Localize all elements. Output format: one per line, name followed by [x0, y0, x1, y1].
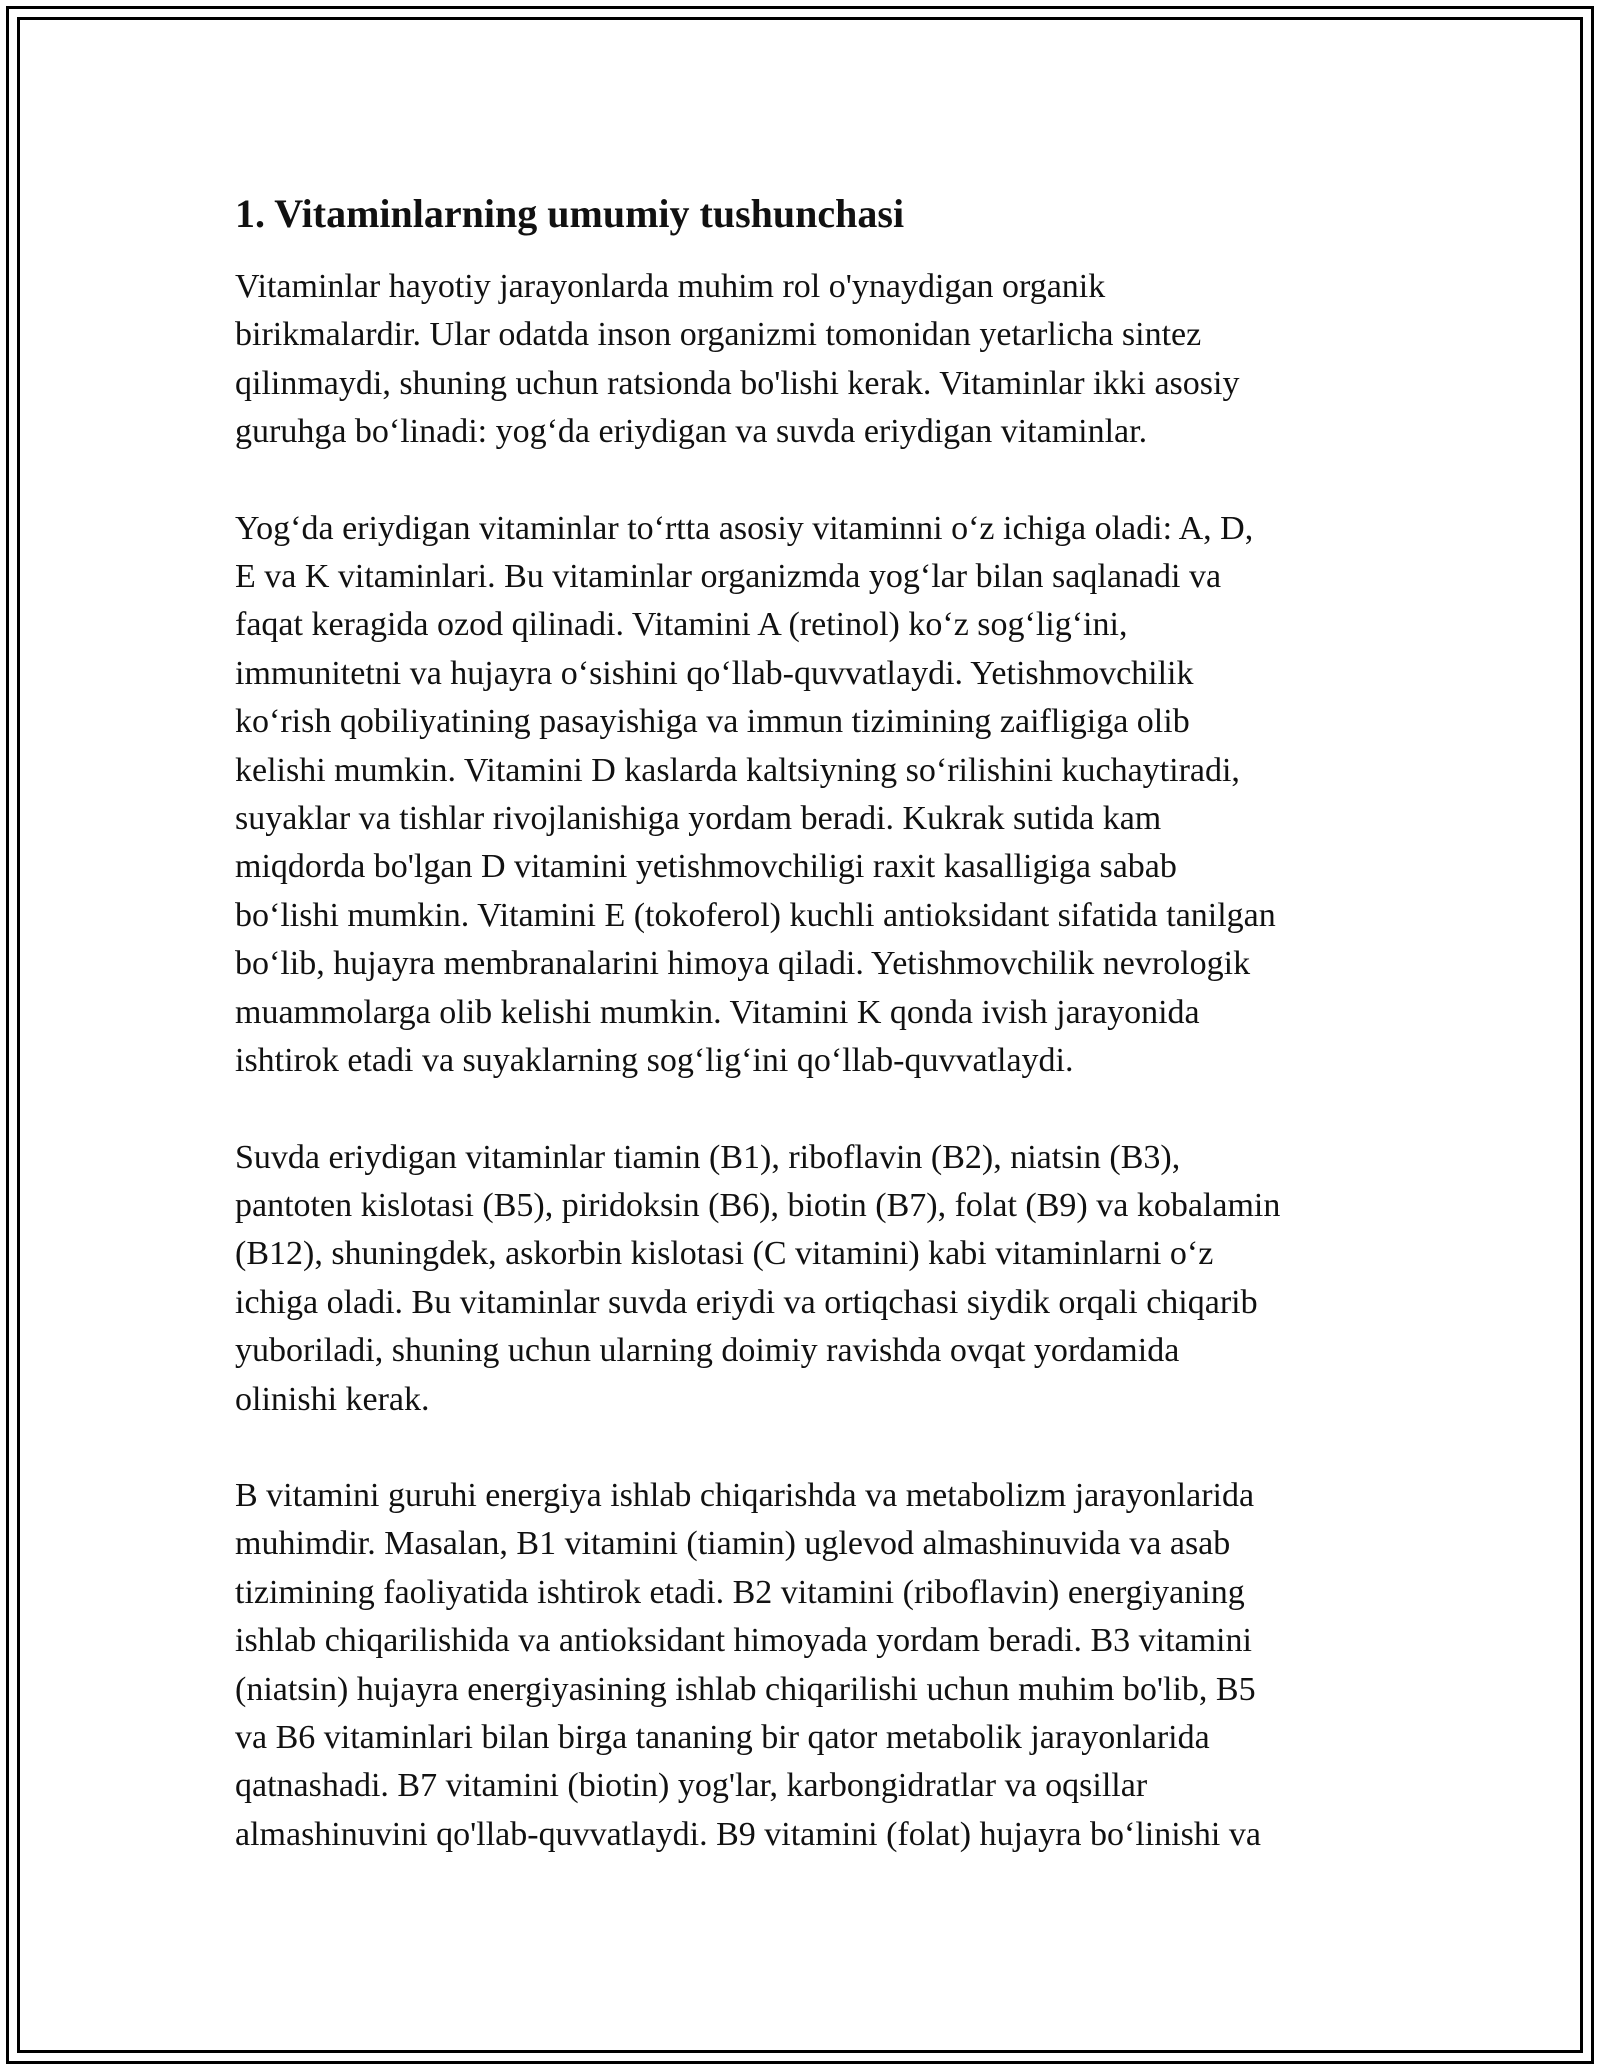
text-line: Yog‘da eriydigan vitaminlar to‘rtta asosiy vitaminni o‘z ichiga oladi: A, D, — [235, 509, 1254, 547]
text-line: pantoten kislotasi (B5), piridoksin (B6), biotin (B7), folat (B9) va kobalamin — [235, 1186, 1281, 1224]
text-line: kelishi mumkin. Vitamini D kaslarda kaltsiyning so‘rilishini kuchaytiradi, — [235, 751, 1240, 789]
text-line: faqat keragida ozod qilinadi. Vitamini A (retinol) ko‘z sog‘lig‘ini, — [235, 606, 1128, 644]
text-line: E va K vitaminlari. Bu vitaminlar organizmda yog‘lar bilan saqlanadi va — [235, 558, 1222, 596]
text-line: bo‘lib, hujayra membranalarini himoya qiladi. Yetishmovchilik nevrologik — [235, 945, 1251, 983]
section-heading: 1. Vitaminlarning umumiy tushunchasi — [235, 191, 905, 236]
text-line: B vitamini guruhi energiya ishlab chiqarishda va metabolizm jarayonlarida — [235, 1476, 1255, 1514]
text-line: Vitaminlar hayotiy jarayonlarda muhim rol o'ynaydigan organik — [235, 268, 1106, 305]
text-line: suyaklar va tishlar rivojlanishiga yordam beradi. Kukrak sutida kam — [235, 800, 1162, 838]
text-line: ishtirok etadi va suyaklarning sog‘lig‘ini qo‘llab-quvvatlaydi. — [235, 1042, 1074, 1080]
text-line: immunitetni va hujayra o‘sishini qo‘llab-quvvatlaydi. Yetishmovchilik — [235, 654, 1194, 692]
text-line: qatnashadi. B7 vitamini (biotin) yog'lar, karbongidratlar va oqsillar — [235, 1767, 1148, 1805]
text-line: miqdorda bo'lgan D vitamini yetishmovchiligi raxit kasalligiga sabab — [235, 848, 1177, 886]
paragraph-fat-soluble — [235, 505, 1375, 1086]
text-line: ko‘rish qobiliyatining pasayishiga va immun tizimining zaifligiga olib — [235, 703, 1190, 741]
paragraph-water-soluble — [235, 1134, 1375, 1424]
text-line: bo‘lishi mumkin. Vitamini E (tokoferol) kuchli antioksidant sifatida tanilgan — [235, 896, 1276, 934]
document-body — [235, 185, 1375, 1907]
text-line: qilinmaydi, shuning uchun ratsionda bo'lishi kerak. Vitaminlar ikki asosiy — [235, 364, 1240, 402]
text-line: ishlab chiqarilishida va antioksidant himoyada yordam beradi. B3 vitamini — [235, 1622, 1252, 1660]
text-line: olinishi kerak. — [235, 1380, 430, 1418]
text-line: (B12), shuningdek, askorbin kislotasi (C vitamini) kabi vitaminlarni o‘z — [235, 1235, 1214, 1273]
text-line: yuboriladi, shuning uchun ularning doimiy ravishda ovqat yordamida — [235, 1332, 1180, 1370]
text-line: Suvda eriydigan vitaminlar tiamin (B1), riboflavin (B2), niatsin (B3), — [235, 1138, 1181, 1176]
text-line: guruhga bo‘linadi: yog‘da eriydigan va suvda eriydigan vitaminlar. — [235, 413, 1148, 451]
paragraph-intro — [235, 263, 1375, 457]
text-line: ichiga oladi. Bu vitaminlar suvda eriydi va ortiqchasi siydik orqali chiqarib — [235, 1283, 1258, 1321]
text-line: muammolarga olib kelishi mumkin. Vitamini K qonda ivish jarayonida — [235, 993, 1200, 1031]
text-line: birikmalardir. Ular odatda inson organizmi tomonidan yetarlicha sintez — [235, 316, 1202, 354]
text-line: almashinuvini qo'llab-quvvatlaydi. B9 vitamini (folat) hujayra bo‘linishi va — [235, 1815, 1261, 1853]
text-line: (niatsin) hujayra energiyasining ishlab chiqarilishi uchun muhim bo'lib, B5 — [235, 1670, 1256, 1708]
text-line: muhimdir. Masalan, B1 vitamini (tiamin) uglevod almashinuvida va asab — [235, 1525, 1231, 1563]
text-line: va B6 vitaminlari bilan birga tananing bir qator metabolik jarayonlarida — [235, 1718, 1210, 1756]
text-line: tizimining faoliyatida ishtirok etadi. B2 vitamini (riboflavin) energiyaning — [235, 1573, 1245, 1611]
paragraph-b-group — [235, 1472, 1375, 1859]
